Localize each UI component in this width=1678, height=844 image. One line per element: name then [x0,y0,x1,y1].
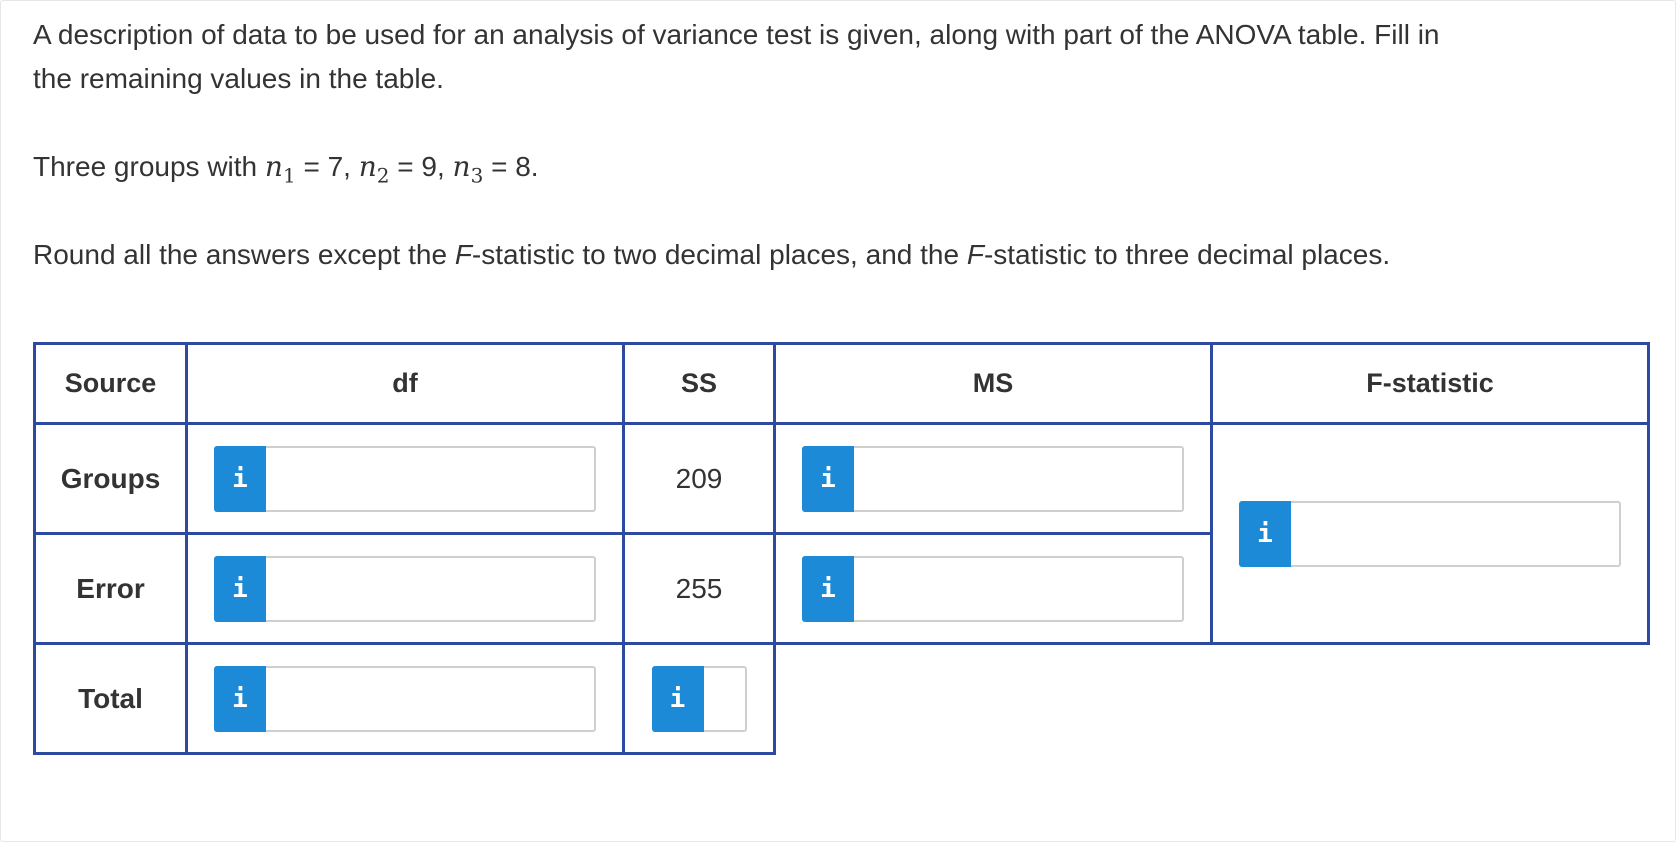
info-icon[interactable]: i [652,666,704,732]
info-icon[interactable]: i [802,556,854,622]
header-ms: MS [775,344,1212,424]
empty-cell [1212,644,1649,754]
total-row [35,644,1649,754]
header-source: Source [35,344,187,424]
groups-row-label: Groups [35,424,187,534]
total-ss-answer [652,666,747,732]
error-ms-cell [775,534,1212,644]
error-ss-value: 255 [624,534,775,644]
groups-df-answer [214,446,596,512]
question-text-line2: the remaining values in the table. [33,63,444,94]
error-df-input[interactable] [266,556,596,622]
n2-variable: $n_2$ [358,150,390,188]
f-statistic-cell [1212,424,1649,644]
groups-ms-input[interactable] [854,446,1184,512]
error-ms-answer [802,556,1184,622]
n1-variable: $n_1$ [264,150,296,188]
info-icon[interactable]: i [214,446,266,512]
total-df-answer [214,666,596,732]
f-statistic-input[interactable] [1291,501,1621,567]
empty-cell [775,644,1212,754]
total-df-input[interactable] [266,666,596,732]
total-ss-input[interactable] [704,666,747,732]
groups-ss-value: 209 [624,424,775,534]
header-ss: SS [624,344,775,424]
n3-variable: $n_3$ [452,150,484,188]
error-row-label: Error [35,534,187,644]
total-ss-cell [624,644,775,754]
header-f-statistic: F-statistic [1212,344,1649,424]
error-ms-input[interactable] [854,556,1184,622]
error-df-cell [187,534,624,644]
anova-table [33,342,1650,755]
n3-value: = 8. [483,151,539,182]
f-statistic-answer [1239,501,1621,567]
error-df-answer [214,556,596,622]
info-icon[interactable]: i [214,556,266,622]
anova-header-row [35,344,1649,424]
group-sizes-prefix: Three groups with [33,151,265,182]
question-text-line1: A description of data to be used for an analysis of variance test is given, along with part of the ANOVA table. Fill in [33,19,1440,50]
info-icon[interactable]: i [1239,501,1291,567]
total-df-cell [187,644,624,754]
groups-ms-cell [775,424,1212,534]
group-sizes-text [33,145,539,198]
info-icon[interactable]: i [802,446,854,512]
info-icon[interactable]: i [214,666,266,732]
groups-ms-answer [802,446,1184,512]
n1-value: = 7, [295,151,359,182]
n2-value: = 9, [389,151,453,182]
groups-row [35,424,1649,534]
groups-df-input[interactable] [266,446,596,512]
groups-df-cell [187,424,624,534]
total-row-label: Total [35,644,187,754]
header-df: df [187,344,624,424]
rounding-instructions: Round all the answers except the F-statistic to two decimal places, and the F-statistic to three decimal places. [33,239,1391,270]
